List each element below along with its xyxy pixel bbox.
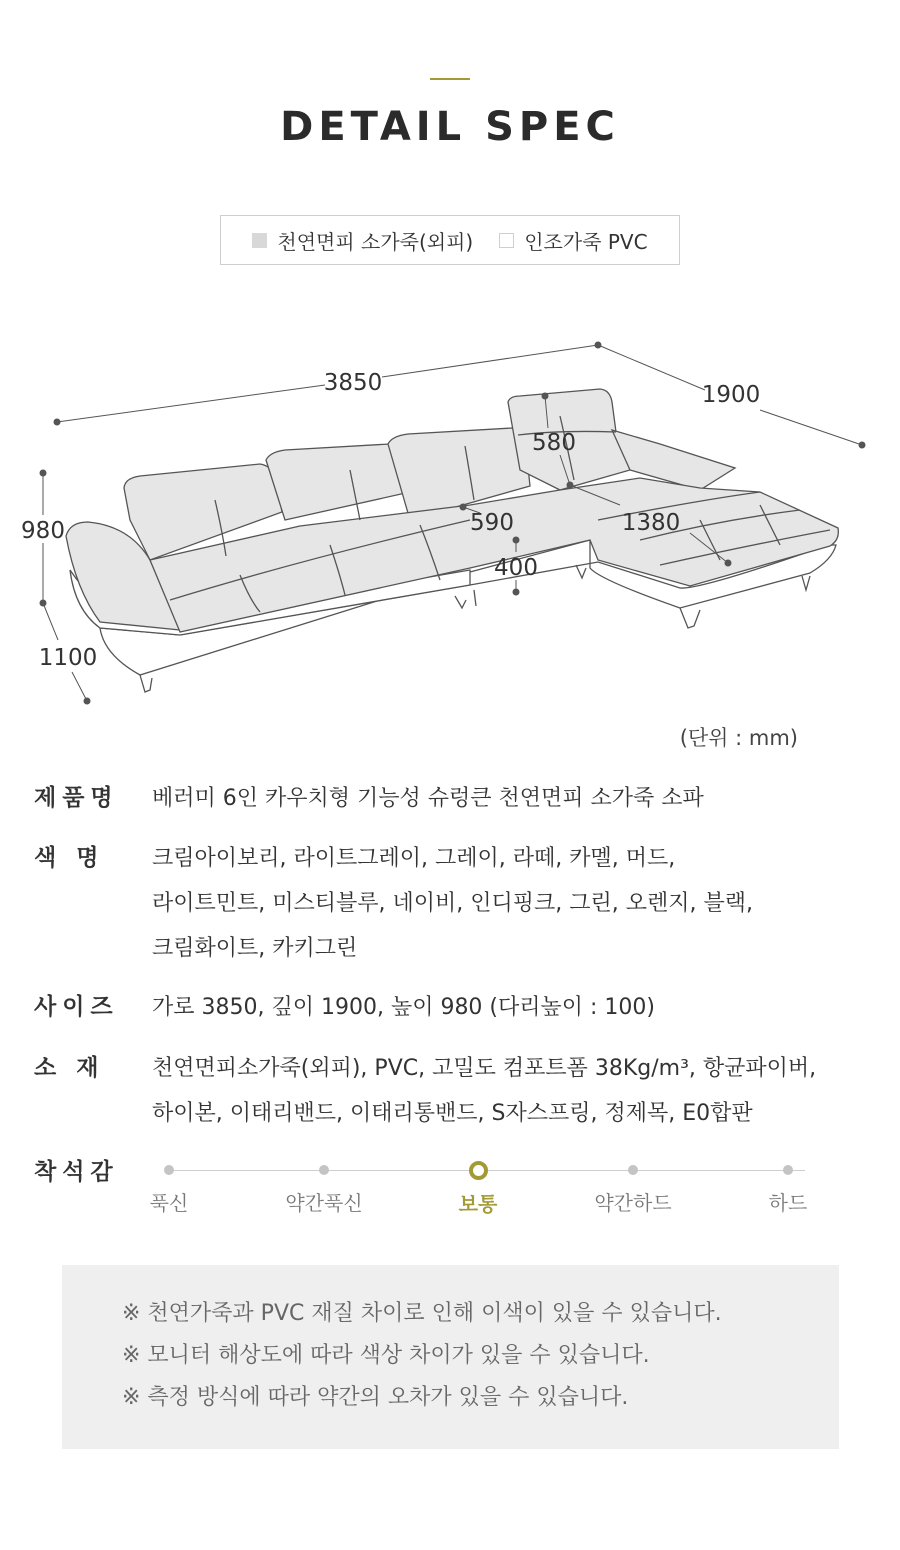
comfort-dot-icon <box>319 1165 329 1175</box>
comfort-level-label: 하드 <box>768 1191 808 1215</box>
comfort-level-label: 푹신 <box>149 1191 189 1215</box>
notice-line: ※ 측정 방식에 따라 약간의 오차가 있을 수 있습니다. <box>122 1385 629 1410</box>
legend-item-leather <box>252 226 473 255</box>
comfort-level-hard <box>738 1156 838 1216</box>
notice-box <box>62 1265 839 1449</box>
spec-row-material <box>34 1046 874 1136</box>
spec-label-size: 사이즈 <box>34 994 119 1020</box>
dim-seat-height: 400 <box>494 555 538 581</box>
color-line: 크림아이보리, 라이트그레이, 그레이, 라떼, 카멜, 머드, <box>152 846 676 871</box>
spec-value-size: 가로 3850, 깊이 1900, 높이 980 (다리높이 : 100) <box>152 995 655 1020</box>
dim-depth: 1900 <box>701 382 761 408</box>
color-line: 라이트민트, 미스티블루, 네이비, 인디핑크, 그린, 오렌지, 블랙, <box>152 891 753 916</box>
comfort-dot-icon <box>469 1161 488 1180</box>
comfort-level-label: 약간푹신 <box>285 1191 363 1215</box>
legend-label-pvc: 인조가죽 PVC <box>524 229 648 254</box>
dim-headrest: 580 <box>532 430 576 456</box>
comfort-level-slightly-soft <box>274 1156 374 1216</box>
spec-label-product-name: 제품명 <box>34 785 119 811</box>
dim-side-depth: 1100 <box>38 645 98 671</box>
title-accent-line <box>430 78 470 80</box>
comfort-dot-icon <box>628 1165 638 1175</box>
spec-row-colors <box>34 836 874 971</box>
comfort-level-label: 보통 <box>458 1192 498 1216</box>
notice-line: ※ 모니터 해상도에 따라 색상 차이가 있을 수 있습니다. <box>122 1343 650 1368</box>
material-line: 천연면피소가죽(외피), PVC, 고밀도 컴포트폼 38Kg/m³, 항균파이버, <box>152 1056 817 1081</box>
dim-seat-depth: 590 <box>470 510 514 536</box>
sofa-illustration <box>66 389 838 692</box>
comfort-level-slightly-hard <box>583 1156 683 1216</box>
material-line: 하이본, 이태리밴드, 이태리통밴드, S자스프링, 정제목, E0합판 <box>152 1101 753 1126</box>
comfort-scale <box>149 1156 832 1216</box>
comfort-level-label: 약간하드 <box>594 1191 672 1215</box>
spec-label-comfort: 착석감 <box>34 1159 119 1185</box>
spec-value-colors <box>152 836 874 971</box>
color-line: 크림화이트, 카키그린 <box>152 936 358 961</box>
unit-note: (단위 : mm) <box>679 726 798 750</box>
sofa-dimension-diagram <box>0 300 900 720</box>
legend-label-leather: 천연면피 소가죽(외피) <box>277 229 474 254</box>
dim-width: 3850 <box>323 370 383 396</box>
pvc-swatch-icon <box>499 233 514 248</box>
spec-label-material: 소 재 <box>34 1055 105 1081</box>
leather-swatch-icon <box>252 233 267 248</box>
material-legend <box>220 215 680 265</box>
notice-line: ※ 천연가죽과 PVC 재질 차이로 인해 이색이 있을 수 있습니다. <box>122 1301 722 1326</box>
comfort-dot-icon <box>783 1165 793 1175</box>
spec-label-colors: 색 명 <box>34 845 105 871</box>
spec-row-product-name <box>34 776 874 821</box>
dim-chaise-length: 1380 <box>621 510 681 536</box>
page-title: DETAIL SPEC <box>280 104 620 150</box>
legend-item-pvc <box>499 226 647 255</box>
dim-height: 980 <box>21 518 65 544</box>
spec-row-size <box>34 985 874 1030</box>
comfort-level-soft <box>119 1156 219 1216</box>
comfort-level-normal <box>428 1156 528 1217</box>
comfort-dot-icon <box>164 1165 174 1175</box>
spec-value-material <box>152 1046 874 1136</box>
spec-value-product-name: 베러미 6인 카우치형 기능성 슈렁큰 천연면피 소가죽 소파 <box>152 786 704 811</box>
